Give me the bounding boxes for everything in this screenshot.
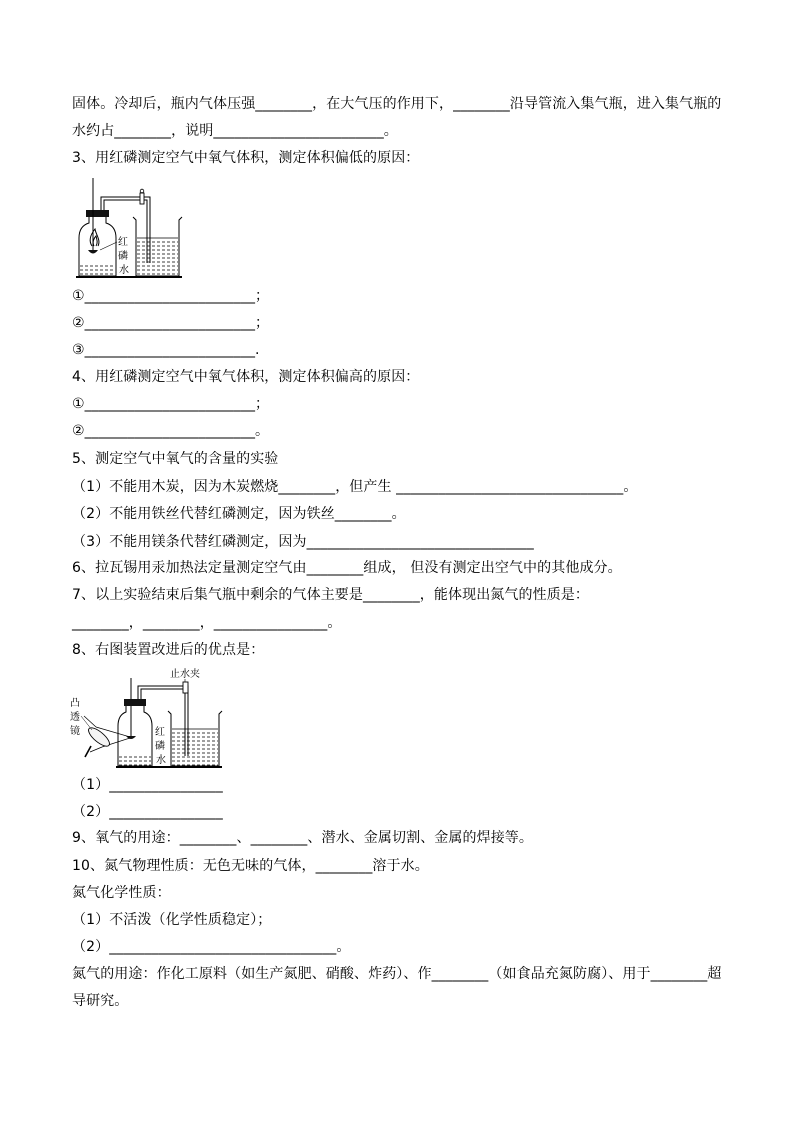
question-3-title: 3、用红磷测定空气中氧气体积，测定体积偏低的原因： [72, 150, 420, 166]
figure1-label-red: 红 [118, 237, 128, 248]
figure2-label-water: 水 [156, 755, 166, 766]
question-9: 9、氧气的用途：________、________、潜水、金属切割、金属的焊接等。 [72, 830, 534, 846]
beaker [168, 711, 222, 766]
question-7-line-2: ________，________，________________。 [72, 615, 342, 631]
question-8-answer-2: （2）________________ [72, 804, 223, 820]
flame-inner-icon [93, 236, 97, 246]
water-stop-clamp [140, 193, 144, 204]
question-5-item-3: （3）不能用镁条代替红磷测定，因为________________________________ [72, 534, 534, 550]
convex-lens-icon [86, 725, 112, 749]
lens-label-char-2: 透 [70, 712, 80, 723]
question-6: 6、拉瓦锡用汞加热法定量测定空气由________组成， 但没有测定出空气中的其他成分。 [72, 560, 622, 576]
incoming-light-ray [90, 747, 102, 752]
question-10-uses-line-1: 氮气的用途：作化工原料（如生产氮肥、硝酸、炸药）、作________（如食品充氮防腐）、用于________超 [72, 966, 722, 982]
figure2-label-phosphorus: 磷 [155, 741, 165, 752]
lens-handle [85, 746, 91, 757]
incoming-light-ray [84, 716, 96, 727]
intro-line-1: 固体。冷却后，瓶内气体压强________，在大气压的作用下，________沿导管流入集气瓶，进入集气瓶的 [72, 96, 722, 112]
question-10-chemical-title: 氮气化学性质： [72, 885, 171, 901]
question-10-uses-line-2: 导研究。 [72, 993, 129, 1009]
figure1-label-water: 水 [119, 265, 129, 276]
question-10-chemical-item-2: （2）________________________________。 [72, 939, 351, 955]
question-3-answer-2: ②________________________； [72, 315, 270, 331]
question-7-line-1: 7、以上实验结束后集气瓶中剩余的气体主要是________，能体现出氮气的性质是： [72, 587, 590, 603]
beaker [133, 217, 182, 276]
question-8-title: 8、右图装置改进后的优点是： [72, 642, 265, 658]
question-4-answer-2: ②________________________。 [72, 423, 270, 439]
question-10-physical: 10、氮气物理性质：无色无味的气体，________溶于水。 [72, 858, 429, 874]
question-5-title: 5、测定空气中氧气的含量的实验 [72, 451, 279, 467]
question-3-answer-1: ①________________________； [72, 288, 270, 304]
question-4-answer-1: ①________________________； [72, 396, 270, 412]
rubber-stopper [86, 210, 109, 217]
water-stop-clamp [183, 682, 188, 693]
question-10-chemical-item-1: （1）不活泼（化学性质稳定）； [72, 912, 272, 928]
label-leader-line [100, 242, 117, 250]
red-phosphorus-apparatus-figure [70, 170, 190, 285]
question-5-item-1: （1）不能用木炭，因为木炭燃烧________，但产生 ________________________________。 [72, 479, 638, 495]
clamp-label: 止水夹 [170, 669, 200, 680]
gas-collecting-bottle [79, 216, 116, 276]
figure1-label-phosphorus: 磷 [118, 251, 128, 262]
combustion-spoon-bowl [88, 250, 98, 254]
question-3-answer-3: ③________________________. [72, 342, 260, 358]
improved-apparatus-figure [62, 662, 227, 772]
clamp-knob [140, 189, 144, 193]
lens-label-char-3: 镜 [70, 726, 80, 737]
question-5-item-2: （2）不能用铁丝代替红磷测定，因为铁丝________。 [72, 506, 406, 522]
question-4-title: 4、用红磷测定空气中氧气体积，测定体积偏高的原因： [72, 369, 420, 385]
figure2-label-red: 红 [155, 727, 165, 738]
question-8-answer-1: （1）________________ [72, 777, 223, 793]
rubber-stopper [124, 699, 146, 706]
intro-line-2: 水约占________，说明________________________。 [72, 123, 398, 139]
lens-label-char-1: 凸 [70, 698, 80, 709]
